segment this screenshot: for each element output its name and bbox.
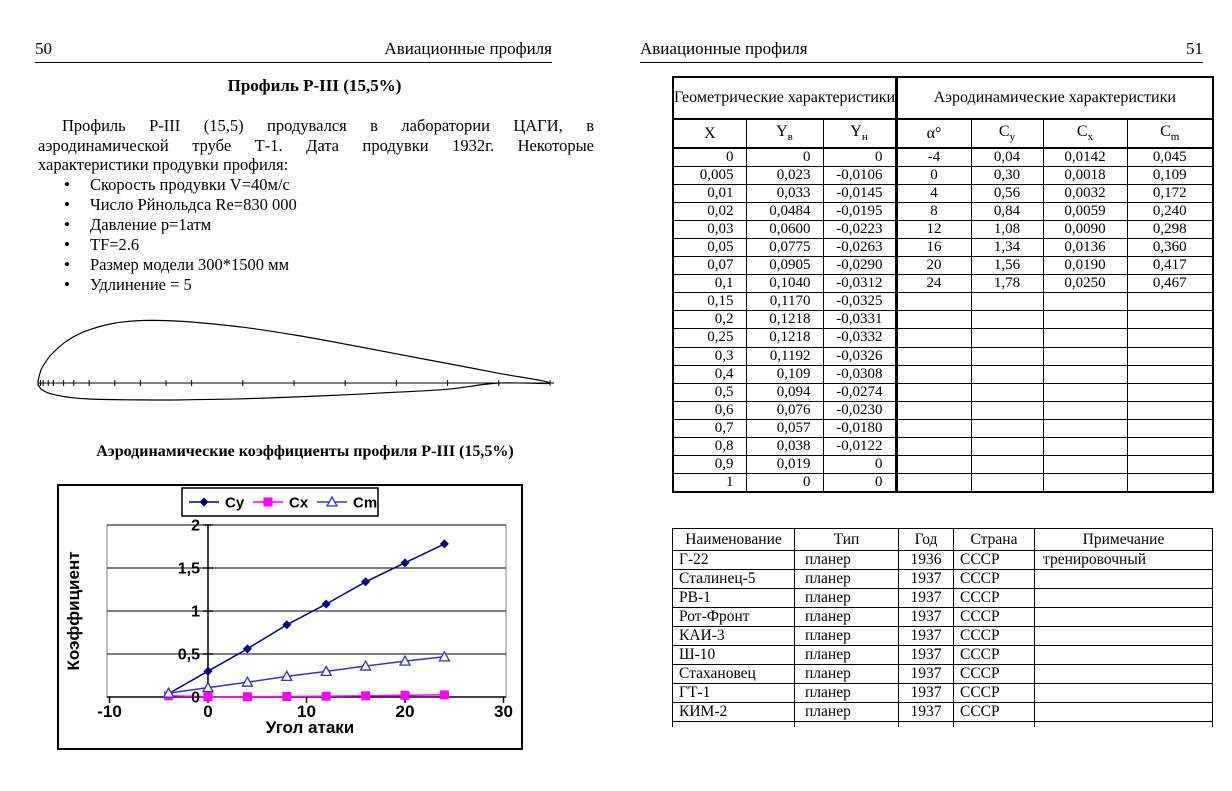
aircraft-cell: 1937 [899, 627, 954, 646]
aero-cell [1043, 311, 1127, 329]
aero-cell [1127, 456, 1213, 474]
stub-cell [954, 722, 1035, 728]
list-item: • Скорость продувки V=40м/с [38, 175, 594, 195]
table-row [673, 347, 1213, 365]
x-tick-label: 20 [395, 702, 415, 721]
geometry-cell: 0,4 [673, 365, 746, 383]
geometry-cell: 0,076 [746, 401, 823, 419]
square-marker [243, 692, 252, 701]
aero-cell: 0,0090 [1043, 220, 1127, 238]
aircraft-cell: планер [795, 570, 899, 589]
right-page-header [640, 39, 1203, 63]
stub-cell [795, 722, 899, 728]
aircraft-cell: планер [795, 684, 899, 703]
aero-cell: 1,34 [971, 238, 1043, 256]
geometry-cell: -0,0331 [823, 311, 896, 329]
aircraft-cell: 1937 [899, 684, 954, 703]
aircraft-cell: планер [795, 589, 899, 608]
list-item: • TF=2.6 [38, 235, 594, 255]
legend-label: Cm [353, 494, 378, 512]
aircraft-cell: СССР [954, 551, 1035, 570]
aero-cell [971, 456, 1043, 474]
column-header: $C_y$ [971, 119, 1043, 148]
aero-cell: 0,0142 [1043, 148, 1127, 166]
legend-label: Cx [289, 494, 309, 512]
aircraft-cell [1035, 608, 1213, 627]
aero-cell: 0,0250 [1043, 275, 1127, 293]
aero-cell [896, 401, 971, 419]
aero-cell [1043, 293, 1127, 311]
table-row [673, 383, 1213, 401]
aero-cell: 0,56 [971, 184, 1043, 202]
geometry-cell: 0,1040 [746, 275, 823, 293]
aero-cell [1043, 329, 1127, 347]
aircraft-cell: СССР [954, 589, 1035, 608]
aircraft-cell [1035, 703, 1213, 722]
aero-cell [971, 383, 1043, 401]
table-row [673, 311, 1213, 329]
table-row [673, 166, 1213, 184]
geometry-cell: 0 [823, 474, 896, 492]
geometry-cell: -0,0325 [823, 293, 896, 311]
table-row [673, 293, 1213, 311]
aero-cell [1127, 419, 1213, 437]
table-row [673, 684, 1213, 703]
aircraft-cell: 1937 [899, 665, 954, 684]
geometry-cell: -0,0122 [823, 438, 896, 456]
aero-cell: 0,045 [1127, 148, 1213, 166]
aero-cell [896, 383, 971, 401]
aircraft-cell [1035, 570, 1213, 589]
geometry-cell: 0,6 [673, 401, 746, 419]
table-row [673, 257, 1213, 275]
aero-cell [1127, 474, 1213, 492]
airfoil-outline [38, 320, 550, 400]
aircraft-cell: РВ-1 [673, 589, 795, 608]
aircraft-cell: Г-22 [673, 551, 795, 570]
aero-cell [1043, 401, 1127, 419]
airfoil-profile-drawing [30, 312, 560, 408]
geometry-cell: 0,8 [673, 438, 746, 456]
table-row [673, 119, 1213, 148]
column-header: α° [896, 119, 971, 148]
wind-tunnel-spec-list [38, 175, 594, 295]
geometry-cell: -0,0290 [823, 257, 896, 275]
table-row [673, 419, 1213, 437]
aero-cell [971, 329, 1043, 347]
aero-cell: 0,0018 [1043, 166, 1127, 184]
group-header-geometric: Геометрические характеристики [673, 77, 896, 119]
geometry-cell: 0,0484 [746, 202, 823, 220]
aero-cell [1043, 438, 1127, 456]
geometry-cell: 0,109 [746, 365, 823, 383]
aero-cell [1127, 293, 1213, 311]
column-header: Наименование [673, 529, 795, 551]
geometry-cell: -0,0274 [823, 383, 896, 401]
list-item: • Давление р=1атм [38, 215, 594, 235]
aircraft-cell: СССР [954, 703, 1035, 722]
aero-cell [971, 347, 1043, 365]
aircraft-cell: СССР [954, 684, 1035, 703]
x-tick-label: -10 [97, 702, 122, 721]
list-item: • Размер модели 300*1500 мм [38, 255, 594, 275]
aero-cell: 0 [896, 166, 971, 184]
aircraft-cell: Стахановец [673, 665, 795, 684]
aircraft-cell [1035, 627, 1213, 646]
aircraft-cell: КИМ-2 [673, 703, 795, 722]
geometry-cell: 0,7 [673, 419, 746, 437]
x-tick-label: 0 [203, 702, 213, 721]
aero-cell: 0,172 [1127, 184, 1213, 202]
geometry-cell: 0 [746, 474, 823, 492]
aero-cell [971, 419, 1043, 437]
column-header: X [673, 119, 746, 148]
aero-cell [896, 365, 971, 383]
column-header: Тип [795, 529, 899, 551]
aero-cell [1127, 401, 1213, 419]
square-marker [322, 692, 331, 701]
intro-paragraph [38, 116, 594, 175]
table-row [673, 456, 1213, 474]
aero-cell [896, 347, 971, 365]
square-marker [282, 692, 291, 701]
square-marker [401, 691, 410, 700]
right-page-number: 51 [1186, 39, 1203, 58]
geometry-cell: 0,1 [673, 275, 746, 293]
geometry-cell: 0,01 [673, 184, 746, 202]
geometry-cell: -0,0145 [823, 184, 896, 202]
column-header: Примечание [1035, 529, 1213, 551]
aircraft-cell: СССР [954, 665, 1035, 684]
geometry-cell: 0,03 [673, 220, 746, 238]
left-page-header [35, 39, 552, 63]
aircraft-cell: СССР [954, 627, 1035, 646]
aircraft-cell: ГТ-1 [673, 684, 795, 703]
aero-cell: 1,56 [971, 257, 1043, 275]
x-tick-label: 10 [297, 702, 316, 721]
geometry-cell: -0,0230 [823, 401, 896, 419]
geometry-cell: 0,25 [673, 329, 746, 347]
aero-cell: 8 [896, 202, 971, 220]
paragraph-line: Профиль Р-III (15,5) продувался в лаборатории ЦАГИ, в [62, 116, 594, 135]
aero-cell [1127, 311, 1213, 329]
aero-cell [971, 401, 1043, 419]
geometry-cell: 0 [746, 148, 823, 166]
aircraft-cell [1035, 684, 1213, 703]
aircraft-cell: планер [795, 627, 899, 646]
aircraft-cell: СССР [954, 570, 1035, 589]
table-row [673, 329, 1213, 347]
aero-cell [1043, 456, 1127, 474]
y-tick-label: 0 [191, 689, 200, 707]
aero-cell: 0,30 [971, 166, 1043, 184]
geometry-cell: 0,0775 [746, 238, 823, 256]
square-marker [361, 691, 370, 700]
aircraft-cell: 1937 [899, 570, 954, 589]
aero-cell [1127, 329, 1213, 347]
aircraft-usage-table [672, 528, 1213, 727]
aircraft-cell [1035, 665, 1213, 684]
aero-cell [1127, 438, 1213, 456]
aero-cell [1043, 383, 1127, 401]
geometry-cell: -0,0223 [823, 220, 896, 238]
geometry-cell: 0,1218 [746, 311, 823, 329]
x-axis-title: Угол атаки [265, 718, 355, 737]
geometry-cell: -0,0312 [823, 275, 896, 293]
column-header: $Y_н$ [823, 119, 896, 148]
list-item: • Удлинение = 5 [38, 275, 594, 295]
geometry-cell: 0,023 [746, 166, 823, 184]
geometry-cell: 0,2 [673, 311, 746, 329]
aircraft-cell: тренировочный [1035, 551, 1213, 570]
aero-cell: 0,417 [1127, 257, 1213, 275]
table-row [673, 665, 1213, 684]
table-row [673, 529, 1213, 551]
x-tick-label: 30 [494, 702, 513, 721]
table-row [673, 608, 1213, 627]
aero-cell [896, 419, 971, 437]
aircraft-cell: Ш-10 [673, 646, 795, 665]
table-row [673, 220, 1213, 238]
geometry-cell: 0,094 [746, 383, 823, 401]
aero-cell: 0,04 [971, 148, 1043, 166]
aero-cell: 4 [896, 184, 971, 202]
table-row [673, 401, 1213, 419]
table-row [673, 148, 1213, 166]
table-row [673, 77, 1213, 119]
aero-cell [896, 293, 971, 311]
group-header-aerodynamic: Аэродинамические характеристики [896, 77, 1213, 119]
geometry-cell: 0,1192 [746, 347, 823, 365]
aircraft-cell: 1937 [899, 589, 954, 608]
aero-cell [1043, 365, 1127, 383]
aero-cell [971, 474, 1043, 492]
aircraft-cell: КАИ-3 [673, 627, 795, 646]
aero-cell [1043, 419, 1127, 437]
aircraft-cell [1035, 589, 1213, 608]
aircraft-cell: планер [795, 665, 899, 684]
column-header: Год [899, 529, 954, 551]
aircraft-cell: СССР [954, 608, 1035, 627]
geometry-cell: 1 [673, 474, 746, 492]
aero-cell [1127, 365, 1213, 383]
column-header: $Y_в$ [746, 119, 823, 148]
aero-cell: 1,78 [971, 275, 1043, 293]
aero-cell: 0,84 [971, 202, 1043, 220]
left-running-title: Авиационные профиля [384, 39, 552, 58]
aero-cell [971, 438, 1043, 456]
y-axis-title: Коэффициент [64, 551, 83, 671]
geometry-cell: -0,0106 [823, 166, 896, 184]
table-row [673, 438, 1213, 456]
square-marker [264, 498, 273, 507]
table-row [673, 365, 1213, 383]
geometry-cell: -0,0180 [823, 419, 896, 437]
aircraft-cell: планер [795, 646, 899, 665]
column-header: $C_m$ [1127, 119, 1213, 148]
table-row-stub [673, 722, 1213, 728]
geometry-cell: 0 [823, 456, 896, 474]
aircraft-cell: 1937 [899, 608, 954, 627]
square-marker [204, 692, 213, 701]
table-row [673, 275, 1213, 293]
geometry-cell: 0 [823, 148, 896, 166]
table-row [673, 202, 1213, 220]
section-title: Профиль Р-III (15,5%) [227, 76, 402, 95]
geometry-cell: 0,1218 [746, 329, 823, 347]
aero-cell: 0,298 [1127, 220, 1213, 238]
square-marker [440, 690, 449, 699]
table-row [673, 646, 1213, 665]
geometry-cell: 0,3 [673, 347, 746, 365]
aero-cell: 0,0032 [1043, 184, 1127, 202]
geometry-cell: 0,019 [746, 456, 823, 474]
aero-cell: 0,0059 [1043, 202, 1127, 220]
aero-cell [971, 293, 1043, 311]
geometry-cell: 0,1170 [746, 293, 823, 311]
geometry-cell: 0,057 [746, 419, 823, 437]
paragraph-line: характеристики продувки профиля: [38, 155, 289, 174]
table-row [673, 474, 1213, 492]
aero-cell [896, 329, 971, 347]
aero-cell: 16 [896, 238, 971, 256]
table-row [673, 238, 1213, 256]
y-tick-label: 2 [191, 517, 200, 535]
aero-cell: 0,0190 [1043, 257, 1127, 275]
aero-cell: 24 [896, 275, 971, 293]
geometry-cell: -0,0326 [823, 347, 896, 365]
geometry-cell: 0,07 [673, 257, 746, 275]
aero-cell: 20 [896, 257, 971, 275]
geometry-cell: -0,0195 [823, 202, 896, 220]
aircraft-cell: 1936 [899, 551, 954, 570]
table-row [673, 184, 1213, 202]
y-tick-label: 1 [191, 603, 200, 621]
geometry-cell: 0,033 [746, 184, 823, 202]
geometry-cell: 0 [673, 148, 746, 166]
aero-cell: 1,08 [971, 220, 1043, 238]
table-row [673, 589, 1213, 608]
aircraft-cell: планер [795, 703, 899, 722]
geometry-cell: 0,05 [673, 238, 746, 256]
aero-coefficients-chart [57, 484, 523, 750]
aero-cell [896, 456, 971, 474]
aircraft-cell: 1937 [899, 646, 954, 665]
column-header: Страна [954, 529, 1035, 551]
aircraft-cell: СССР [954, 646, 1035, 665]
aircraft-cell: планер [795, 608, 899, 627]
geometry-cell: -0,0332 [823, 329, 896, 347]
chart-caption: Аэродинамические коэффициенты профиля Р-III (15,5%) [96, 443, 514, 460]
chart-legend [182, 488, 378, 516]
aero-cell [971, 365, 1043, 383]
aero-cell: -4 [896, 148, 971, 166]
geometry-cell: 0,15 [673, 293, 746, 311]
aero-cell [1043, 474, 1127, 492]
table-row [673, 551, 1213, 570]
aero-cell: 0,109 [1127, 166, 1213, 184]
aero-cell [896, 311, 971, 329]
aero-cell [896, 438, 971, 456]
paragraph-line: аэродинамической трубе Т-1. Дата продувки 1932г. Некоторые [38, 135, 594, 155]
aero-cell: 0,467 [1127, 275, 1213, 293]
stub-cell [673, 722, 795, 728]
aero-cell: 0,360 [1127, 238, 1213, 256]
stub-cell [899, 722, 954, 728]
aero-cell [1127, 383, 1213, 401]
aero-cell [971, 311, 1043, 329]
aero-cell [1127, 347, 1213, 365]
y-tick-label: 1,5 [177, 560, 200, 578]
left-page-number: 50 [35, 39, 52, 58]
table-row [673, 703, 1213, 722]
geometry-cell: 0,038 [746, 438, 823, 456]
right-running-title: Авиационные профиля [640, 39, 808, 58]
profile-data-table [672, 76, 1214, 493]
column-header: $C_x$ [1043, 119, 1127, 148]
geometry-cell: -0,0263 [823, 238, 896, 256]
aircraft-cell: Рот-Фронт [673, 608, 795, 627]
aircraft-cell: Сталинец-5 [673, 570, 795, 589]
geometry-cell: 0,02 [673, 202, 746, 220]
aero-cell [1043, 347, 1127, 365]
aircraft-cell: планер [795, 551, 899, 570]
geometry-cell: -0,0308 [823, 365, 896, 383]
y-tick-label: 0,5 [177, 646, 200, 664]
aero-cell [896, 474, 971, 492]
aircraft-cell [1035, 646, 1213, 665]
legend-label: Cy [225, 494, 245, 512]
stub-cell [1035, 722, 1213, 728]
geometry-cell: 0,0905 [746, 257, 823, 275]
aero-cell: 0,0136 [1043, 238, 1127, 256]
table-row [673, 570, 1213, 589]
aero-cell: 0,240 [1127, 202, 1213, 220]
list-item: • Число Рйнольдса Re=830 000 [38, 195, 594, 215]
table-row [673, 627, 1213, 646]
geometry-cell: 0,0600 [746, 220, 823, 238]
geometry-cell: 0,5 [673, 383, 746, 401]
geometry-cell: 0,005 [673, 166, 746, 184]
aero-cell: 12 [896, 220, 971, 238]
aircraft-cell: 1937 [899, 703, 954, 722]
geometry-cell: 0,9 [673, 456, 746, 474]
